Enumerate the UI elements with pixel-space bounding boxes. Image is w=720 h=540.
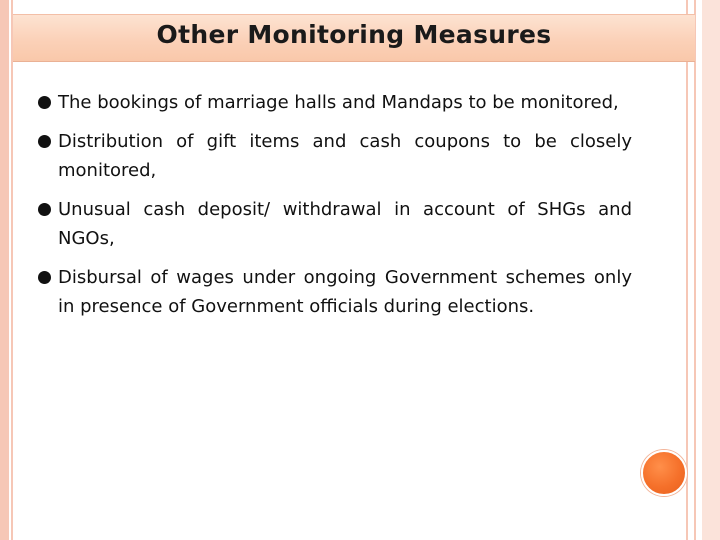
left-border-band [0, 0, 9, 540]
slide-title: Other Monitoring Measures [156, 20, 552, 49]
bullet-dot-icon [38, 96, 51, 109]
bullet-text: Disbursal of wages under ongoing Government schemes only in presence of Government officials during elections. [58, 267, 632, 317]
bullet-item [38, 88, 632, 117]
right-border-line [686, 0, 688, 540]
bullet-text: The bookings of marriage halls and Mandaps to be monitored, [58, 92, 619, 113]
right-border-line-inner [694, 0, 696, 540]
bullet-text: Distribution of gift items and cash coupons to be closely monitored, [58, 131, 632, 181]
bullet-dot-icon [38, 271, 51, 284]
bullet-item [38, 195, 632, 253]
bullet-item [38, 127, 632, 185]
right-border-band [702, 0, 720, 540]
left-border-line [11, 0, 13, 540]
bullet-dot-icon [38, 135, 51, 148]
bullet-text: Unusual cash deposit/ withdrawal in account of SHGs and NGOs, [58, 199, 632, 249]
bullet-list [38, 88, 632, 331]
bullet-dot-icon [38, 203, 51, 216]
bullet-item [38, 263, 632, 321]
decorative-circle-icon [641, 450, 687, 496]
